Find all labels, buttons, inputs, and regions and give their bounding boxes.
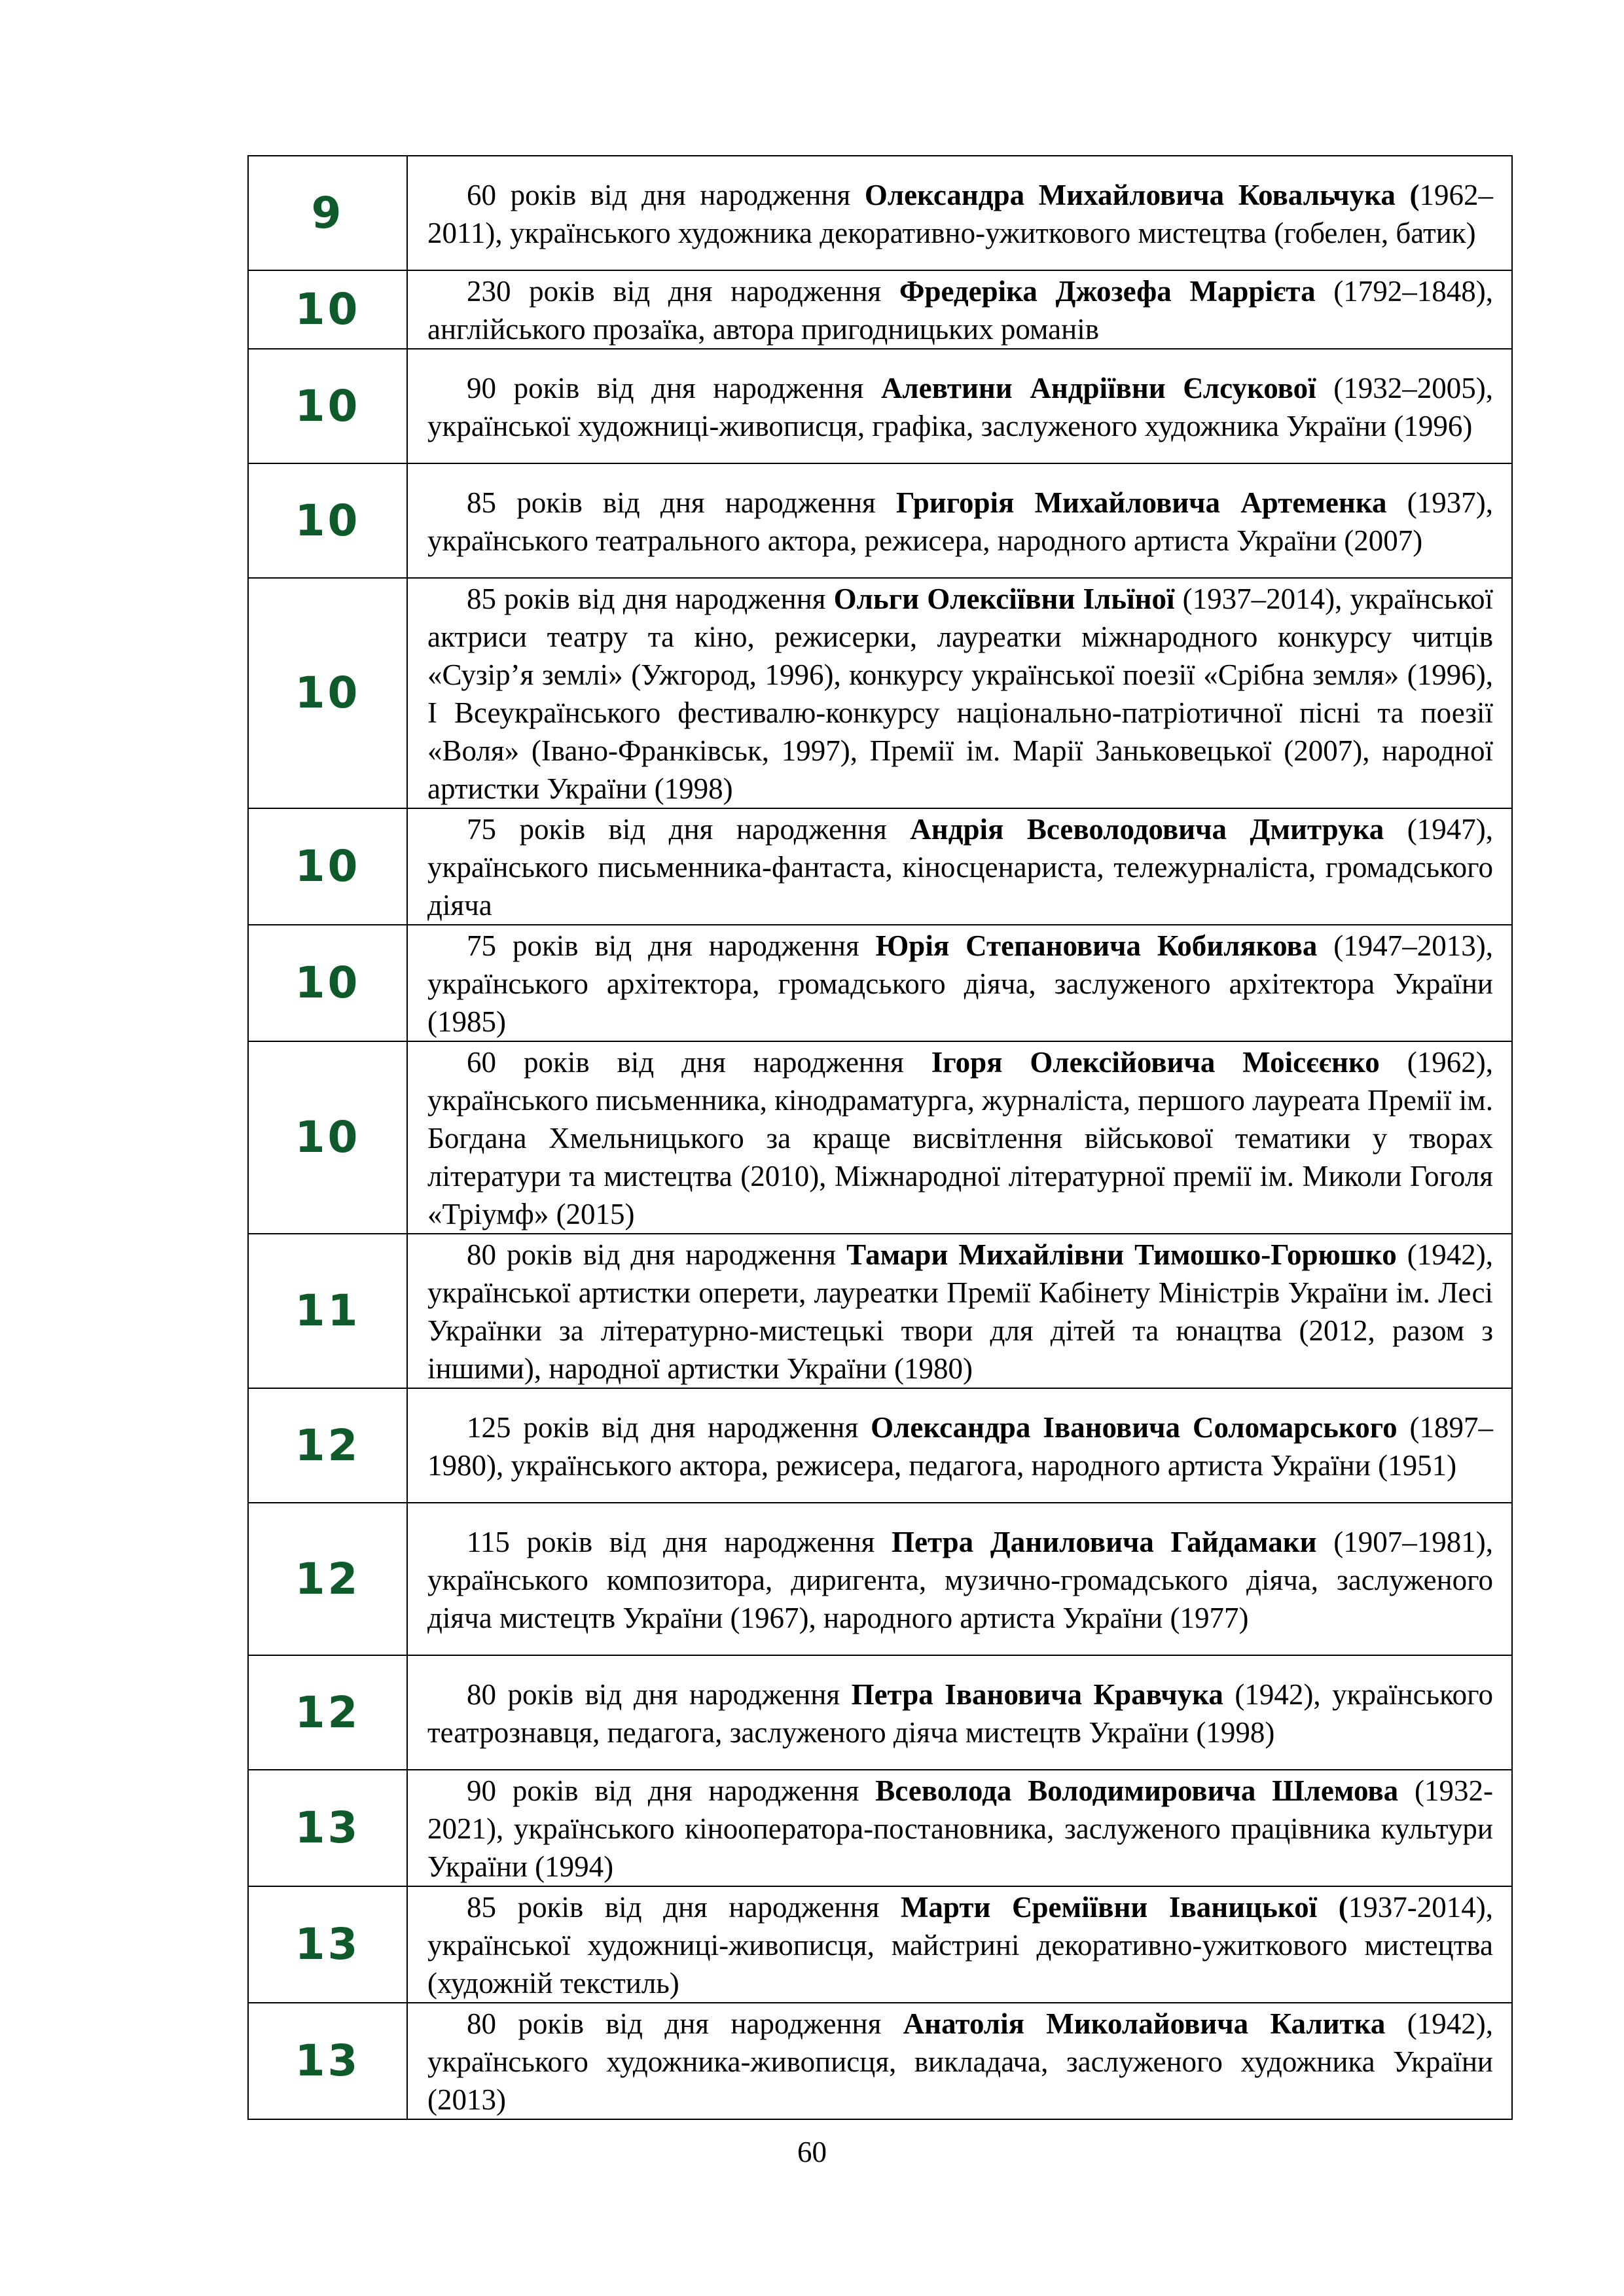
entry-prefix: 75 років від дня народження	[467, 813, 911, 846]
entry-text	[407, 1041, 1512, 1234]
person-name: Андрія Всеволодовича Дмитрука	[910, 813, 1384, 846]
day-number: 10	[248, 808, 407, 925]
day-number: 13	[248, 2003, 407, 2119]
day-number: 10	[248, 925, 407, 1041]
anniversary-table	[247, 155, 1513, 2120]
day-number: 12	[248, 1655, 407, 1770]
entry-prefix: 80 років від дня народження	[467, 1677, 852, 1711]
person-name: Ігоря Олексійовича Моісєєнко	[931, 1046, 1380, 1079]
day-number: 10	[248, 578, 407, 808]
person-name: Ольги Олексіївни Ільїної	[833, 583, 1175, 615]
table-row	[248, 2003, 1512, 2119]
entry-details: (1942), українського театрознавця, педагога, заслуженого діяча мистецтв України (1998)	[427, 1677, 1493, 1749]
entry-text	[407, 1770, 1512, 1886]
table-row	[248, 1234, 1512, 1388]
person-name: Марти Єреміївни Іваницької (	[900, 1891, 1348, 1924]
entry-details: (1942), української артистки оперети, лауреатки Премії Кабінету Міністрів України ім. Лесі Українки за літературно-мистецькі твори для дітей та юнацтва (2012, разом з іншими), народної артистки України (1980)	[427, 1238, 1493, 1385]
entry-details: 1937-2014), української художниці-живописця, майстрині декоративно-ужиткового мистецтва (художній текстиль)	[427, 1891, 1493, 2000]
entry-prefix: 85 років від дня народження	[467, 486, 896, 519]
entry-prefix: 80 років від дня народження	[467, 2007, 903, 2040]
entry-prefix: 85 років від дня народження	[467, 583, 834, 615]
person-name: Алевтини Андріївни Єлсукової	[880, 371, 1316, 404]
day-number: 11	[248, 1234, 407, 1388]
person-name: Олександра Івановича Соломарського	[871, 1410, 1398, 1444]
table-row	[248, 925, 1512, 1041]
day-number: 12	[248, 1503, 407, 1655]
person-name: Тамари Михайлівни Тимошко-Горюшко	[846, 1238, 1397, 1271]
table-row	[248, 808, 1512, 925]
person-name: Фредеріка Джозефа Маррієта	[899, 275, 1316, 308]
entry-text	[407, 578, 1512, 808]
entry-details: (1947–2013), українського архітектора, громадського діяча, заслуженого архітектора України (1985)	[427, 929, 1493, 1038]
day-number: 13	[248, 1886, 407, 2003]
entry-prefix: 85 років від дня народження	[467, 1891, 901, 1924]
entry-details: (1932-2021), українського кінооператора-постановника, заслуженого працівника культури України (1994)	[427, 1774, 1493, 1883]
day-number: 10	[248, 270, 407, 349]
person-name: Григорія Михайловича Артеменка	[895, 486, 1387, 519]
entry-details: (1932–2005), української художниці-живописця, графіка, заслуженого художника України (1996)	[427, 371, 1493, 442]
entry-text	[407, 1655, 1512, 1770]
person-name: Петра Даниловича Гайдамаки	[892, 1525, 1317, 1558]
anniversary-table-body	[248, 156, 1512, 2119]
day-number: 13	[248, 1770, 407, 1886]
table-row	[248, 1503, 1512, 1655]
day-number: 10	[248, 1041, 407, 1234]
person-name: Всеволода Володимировича Шлемова	[875, 1774, 1399, 1807]
table-row	[248, 1655, 1512, 1770]
table-row	[248, 270, 1512, 349]
entry-prefix: 90 років від дня народження	[467, 1774, 876, 1807]
entry-prefix: 60 років від дня народження	[467, 1046, 931, 1079]
table-row	[248, 349, 1512, 463]
day-number: 10	[248, 349, 407, 463]
entry-details: (1962), українського письменника, кінодраматурга, журналіста, першого лауреата Премії ім. Богдана Хмельницького за краще висвітлення військової тематики у творах літератури та мистецтва (2010), Міжнародної літературної премії ім. Миколи Гоголя «Тріумф» (2015)	[427, 1046, 1493, 1230]
table-row	[248, 1886, 1512, 2003]
day-number: 12	[248, 1388, 407, 1503]
entry-text	[407, 463, 1512, 578]
table-row	[248, 1770, 1512, 1886]
entry-prefix: 60 років від дня народження	[467, 178, 865, 211]
entry-prefix: 125 років від дня народження	[467, 1410, 871, 1444]
entry-details: (1792–1848), англійського прозаїка, автора пригодницьких романів	[427, 275, 1493, 346]
entry-prefix: 90 років від дня народження	[467, 371, 881, 404]
entry-prefix: 75 років від дня народження	[467, 929, 876, 962]
day-number: 10	[248, 463, 407, 578]
table-row	[248, 463, 1512, 578]
person-name: Юрія Степановича Кобилякова	[875, 929, 1318, 962]
entry-details: (1897–1980), українського актора, режисера, педагога, народного артиста України (1951)	[427, 1410, 1493, 1482]
entry-text	[407, 808, 1512, 925]
entry-prefix: 230 років від дня народження	[467, 275, 899, 308]
entry-text	[407, 349, 1512, 463]
entry-details: (1937–2014), української актриси театру та кіно, режисерки, лауреатки міжнародного конкурсу читців «Сузір’я землі» (Ужгород, 1996), конкурсу української поезії «Срібна земля» (1996), І Всеукраїнського фестивалю-конкурсу національно-патріотичної пісні та поезії «Воля» (Івано-Франківськ, 1997), Премії ім. Марії Заньковецької (2007), народної артистки України (1998)	[427, 583, 1494, 805]
entry-details: (1937), українського театрального актора, режисера, народного артиста України (2007)	[427, 486, 1493, 557]
entry-text	[407, 270, 1512, 349]
table-row	[248, 1388, 1512, 1503]
table-row	[248, 578, 1512, 808]
table-row	[248, 156, 1512, 270]
entry-prefix: 115 років від дня народження	[467, 1525, 892, 1558]
entry-text	[407, 156, 1512, 270]
entry-prefix: 80 років від дня народження	[467, 1238, 847, 1271]
person-name: Петра Івановича Кравчука	[851, 1677, 1223, 1711]
day-number: 9	[248, 156, 407, 270]
entry-details: (1947), українського письменника-фантаста, кіносценариста, тележурналіста, громадського діяча	[427, 813, 1493, 922]
entry-text	[407, 1886, 1512, 2003]
entry-details: (1942), українського художника-живописця, викладача, заслуженого художника України (2013)	[427, 2007, 1493, 2116]
entry-text	[407, 1503, 1512, 1655]
entry-text	[407, 1388, 1512, 1503]
entry-text	[407, 1234, 1512, 1388]
entry-text	[407, 925, 1512, 1041]
page-number: 60	[797, 2136, 827, 2168]
person-name: Олександра Михайловича Ковальчука (	[864, 178, 1420, 211]
entry-text	[407, 2003, 1512, 2119]
person-name: Анатолія Миколайовича Калитка	[903, 2007, 1386, 2040]
entry-details: 1962–2011), українського художника декоративно-ужиткового мистецтва (гобелен, батик)	[427, 178, 1493, 249]
table-row	[248, 1041, 1512, 1234]
entry-details: (1907–1981), українського композитора, диригента, музично-громадського діяча, заслуженого діяча мистецтв України (1967), народного артиста України (1977)	[427, 1525, 1493, 1634]
